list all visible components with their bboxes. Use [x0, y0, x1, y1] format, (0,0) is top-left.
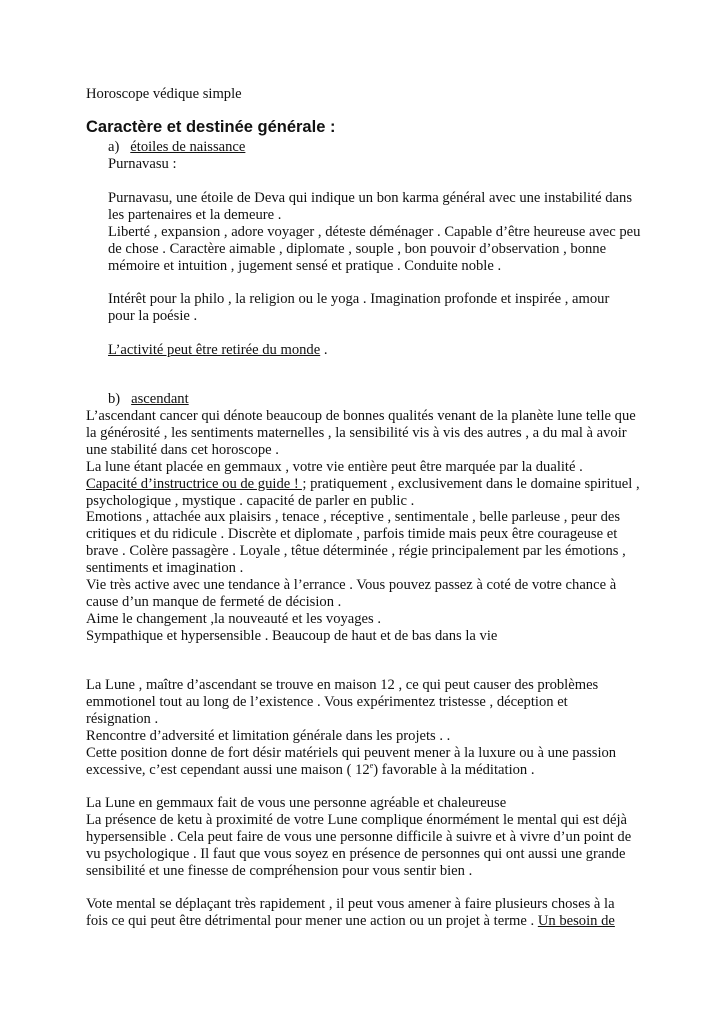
superscript: e: [369, 760, 374, 770]
star-name: Purnavasu :: [108, 156, 177, 172]
paragraph: La lune étant placée en gemmaux , votre vie entière peut être marquée par la dualité .: [86, 458, 583, 475]
paragraph: Vie très active avec une tendance à l’errance . Vous pouvez passez à coté de votre chance à cause d’un manque de fermeté de décision .: [86, 577, 617, 610]
paragraph: [108, 342, 328, 359]
section-heading: Caractère et destinée générale :: [86, 118, 336, 136]
paragraph: Purnavasu, une étoile de Deva qui indique un bon karma général avec une instabilité dans les partenaires et la demeure .: [108, 190, 632, 223]
underlined-text: Un besoin de: [537, 912, 615, 929]
section-b-body: [86, 408, 646, 645]
underlined-text: ,: [635, 475, 640, 492]
underlined-text: L’activité peut être retirée du monde: [108, 342, 321, 358]
paragraph: Rencontre d’adversité et limitation générale dans les projets . .: [86, 727, 451, 744]
section-b-label: ascendant: [131, 391, 189, 407]
paragraph: Intérêt pour la philo , la religion ou le yoga . Imagination profonde et inspirée , amour pour la poésie .: [108, 291, 610, 324]
underlined-text: Capacité d’instructrice ou de guide ! ;: [86, 475, 307, 492]
text: Cette position donne de fort désir matériels qui peuvent mener à la luxure ou à une passion excessive, c’est cependant aussi une maison ( 12: [86, 744, 617, 778]
text: .: [320, 342, 328, 358]
section-b-marker: b): [108, 391, 121, 407]
paragraph: La Lune , maître d’ascendant se trouve en maison 12 , ce qui peut causer des problèmes emmotionel tout au long de l’existence . Vous expérimentez tristesse , déception et résignation .: [86, 677, 599, 727]
paragraph: Sympathique et hypersensible . Beaucoup de haut et de bas dans la vie: [86, 627, 498, 644]
paragraph: Aime le changement ,la nouveauté et les voyages .: [86, 610, 382, 627]
paragraph: La Lune en gemmaux fait de vous une personne agréable et chaleureuse: [86, 795, 507, 811]
paragraph: [86, 896, 631, 930]
section-a-marker: a): [108, 139, 120, 155]
paragraph: L’ascendant cancer qui dénote beaucoup de bonnes qualités venant de la planète lune telle que la générosité , les sentiments maternelles , la sensibilité vis à vis des autres , a du mal à avoir une stabilité dans cet horoscope .: [86, 408, 636, 458]
section-a-label: étoiles de naissance: [130, 139, 246, 155]
section-c-body: [86, 677, 626, 778]
document-title: Horoscope védique simple: [86, 86, 242, 102]
text: psychologique , mystique . capacité de parler en public .: [86, 492, 415, 509]
paragraph: La présence de ketu à proximité de votre Lune complique énormément le mental qui est déjà hypersensible . Cela peut faire de vous une personne difficile à suivre et à vivre d’un point de vu psychologique . Il faut que vous soyez en présence de personnes qui ont aussi une grande sensibilité et une finesse de compréhension pour vous sentir bien .: [86, 811, 632, 879]
text: ) favorable à la méditation .: [373, 761, 535, 778]
paragraph: [86, 476, 646, 510]
text: Vote mental se déplaçant très rapidement , il peut vous amener à faire plusieurs choses à la fois ce qui peut être détrimental pour mener une action ou un projet à terme .: [86, 896, 615, 929]
paragraph: [86, 745, 626, 779]
paragraph: Liberté , expansion , adore voyager , déteste déménager . Capable d’être heureuse avec peu de chose . Caractère aimable , diplomate , souple , bon pouvoir d’observation , bonne mémoire et intuition , jugement sensé et pratique . Conduite noble .: [108, 224, 641, 274]
paragraph: Emotions , attachée aux plaisirs , tenace , réceptive , sentimentale , belle parleuse , peur des critiques et du ridicule . Discrète et diplomate , parfois timide mais peux être courageuse et brave . Colère passagère . Loyale , têtue déterminée , régie principalement par les émotions , sentiments et imagination .: [86, 509, 626, 577]
text: pratiquement , exclusivement dans le domaine spirituel: [306, 475, 636, 492]
section-a-header: [108, 139, 245, 156]
section-b-header: [108, 391, 189, 408]
section-d-body: [86, 795, 636, 880]
